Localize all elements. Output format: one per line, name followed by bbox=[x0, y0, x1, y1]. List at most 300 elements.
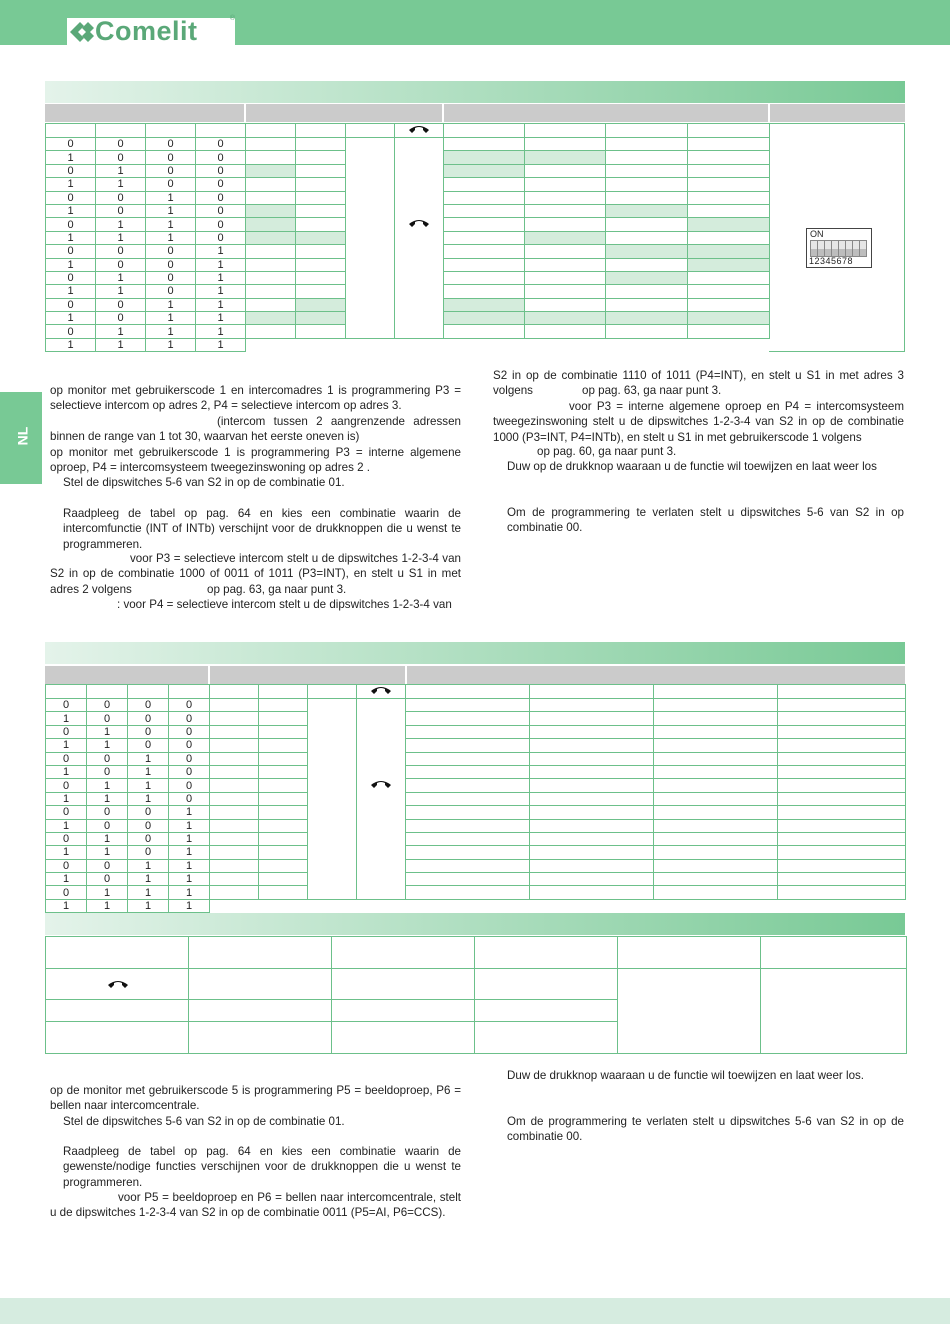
table2-cell bbox=[259, 846, 308, 859]
table1-cell bbox=[688, 191, 770, 204]
table1-cell bbox=[246, 191, 296, 204]
table2-cell bbox=[778, 739, 906, 752]
table1-cell bbox=[444, 312, 525, 325]
table1-cell bbox=[444, 245, 525, 258]
table2-cell bbox=[259, 725, 308, 738]
table2-dip-cell: 0 bbox=[169, 779, 210, 792]
table1-dip-cell: 1 bbox=[146, 231, 196, 244]
table1-dip-cell: 1 bbox=[196, 338, 246, 351]
table1-dip-cell: 0 bbox=[46, 191, 96, 204]
table2-dip-cell: 0 bbox=[87, 712, 128, 725]
table1-dip-cell: 1 bbox=[146, 191, 196, 204]
table2-cell bbox=[778, 779, 906, 792]
table1-dip-cell: 0 bbox=[146, 138, 196, 151]
table2-dip-cell: 0 bbox=[87, 806, 128, 819]
table1-cell bbox=[296, 245, 346, 258]
table2-cell bbox=[530, 739, 654, 752]
table2-row bbox=[46, 752, 906, 765]
text2r-p1: Duw de drukknop waaraan u de functie wil toewijzen en laat weer los. bbox=[507, 1069, 865, 1082]
table2-cell bbox=[654, 806, 778, 819]
table2-cell bbox=[308, 699, 357, 712]
handset-icon bbox=[408, 218, 430, 228]
table1-cell bbox=[444, 271, 525, 284]
table1-cell bbox=[346, 258, 395, 271]
table2-cell bbox=[259, 832, 308, 845]
table1-cell bbox=[246, 271, 296, 284]
handset-icon bbox=[370, 685, 392, 695]
table2-cell bbox=[357, 752, 406, 765]
table1-row bbox=[46, 338, 770, 351]
table1-dip-cell: 1 bbox=[46, 231, 96, 244]
table1-cell bbox=[346, 231, 395, 244]
table1-dip-cell: 1 bbox=[146, 298, 196, 311]
table2-dip-cell: 0 bbox=[46, 752, 87, 765]
table1-cell bbox=[296, 258, 346, 271]
table2-cell bbox=[210, 806, 259, 819]
table2-cell bbox=[530, 752, 654, 765]
table2-dip-cell: 0 bbox=[46, 806, 87, 819]
table2-dip-cell: 0 bbox=[46, 859, 87, 872]
table2-cell bbox=[654, 752, 778, 765]
table1-dip-cell: 0 bbox=[196, 138, 246, 151]
table2-dip-cell: 1 bbox=[87, 832, 128, 845]
table1-cell bbox=[395, 231, 444, 244]
language-tab-label: NL bbox=[14, 426, 31, 446]
table2-cell bbox=[308, 725, 357, 738]
table1-dip-cell: 0 bbox=[146, 151, 196, 164]
table1-cell bbox=[346, 312, 395, 325]
table1-dip-cell: 1 bbox=[146, 338, 196, 351]
table1-title-bar bbox=[45, 81, 905, 103]
table1-cell bbox=[296, 178, 346, 191]
table1-cell bbox=[395, 178, 444, 191]
table1-cell bbox=[606, 151, 688, 164]
logo-text: Comelit bbox=[95, 16, 198, 46]
table2-header-functions bbox=[407, 666, 905, 684]
table2-cell bbox=[210, 832, 259, 845]
table2-cell bbox=[654, 846, 778, 859]
table1-cell bbox=[346, 204, 395, 217]
table2-cell bbox=[654, 886, 778, 899]
table1-dip-cell: 1 bbox=[196, 258, 246, 271]
table1-cell bbox=[606, 218, 688, 231]
table2-header-cell bbox=[357, 685, 406, 699]
table2-dip-cell: 1 bbox=[128, 765, 169, 778]
table1-row bbox=[46, 204, 770, 217]
table2-cell bbox=[308, 739, 357, 752]
table1-cell bbox=[606, 258, 688, 271]
table2-dip-cell: 1 bbox=[169, 899, 210, 912]
table1-cell bbox=[525, 178, 606, 191]
table2-cell bbox=[530, 832, 654, 845]
table1-cell bbox=[246, 178, 296, 191]
table1-cell bbox=[346, 245, 395, 258]
table1-empty-cell bbox=[246, 338, 770, 351]
table1-dip-cell: 1 bbox=[46, 178, 96, 191]
table1-dip-cell: 0 bbox=[146, 258, 196, 271]
table1-cell bbox=[525, 138, 606, 151]
table1-cell bbox=[296, 164, 346, 177]
table2-row bbox=[46, 886, 906, 899]
table1-cell bbox=[688, 151, 770, 164]
table1-dip-cell: 0 bbox=[146, 178, 196, 191]
table1-header-buttons bbox=[246, 104, 442, 122]
table1-dip-cell: 1 bbox=[46, 312, 96, 325]
table2 bbox=[45, 684, 906, 913]
table1-cell bbox=[246, 231, 296, 244]
table1-cell bbox=[688, 271, 770, 284]
dip-numbers: 12345678 bbox=[809, 256, 854, 266]
table1-cell bbox=[525, 312, 606, 325]
table1-cell bbox=[688, 312, 770, 325]
table1-row bbox=[46, 191, 770, 204]
table2-cell bbox=[308, 873, 357, 886]
table2-dip-cell: 0 bbox=[87, 873, 128, 886]
table1-dip-cell: 1 bbox=[46, 204, 96, 217]
table2-cell bbox=[308, 806, 357, 819]
text1r-p2b: op pag. 60, ga naar punt 3. bbox=[537, 445, 677, 458]
table2-cell bbox=[778, 832, 906, 845]
table1-dip-cell: 1 bbox=[96, 164, 146, 177]
language-tab bbox=[0, 392, 42, 484]
table2-cell bbox=[406, 779, 530, 792]
table2-dip-cell: 1 bbox=[128, 752, 169, 765]
table1-dip-cell: 1 bbox=[46, 151, 96, 164]
table3-title-bar bbox=[45, 913, 905, 935]
table1-header-cell bbox=[196, 124, 246, 138]
table2-cell bbox=[308, 779, 357, 792]
table2-header-dip bbox=[45, 666, 208, 684]
table2-cell bbox=[778, 859, 906, 872]
table2-row bbox=[46, 846, 906, 859]
table1-cell bbox=[246, 298, 296, 311]
table2-cell bbox=[357, 779, 406, 792]
table2-dip-cell: 1 bbox=[128, 792, 169, 805]
table2-cell bbox=[530, 725, 654, 738]
table2-row bbox=[46, 873, 906, 886]
table2-dip-cell: 1 bbox=[128, 859, 169, 872]
table1-dip-cell: 1 bbox=[146, 204, 196, 217]
table2-cell bbox=[210, 752, 259, 765]
table1-dip-cell: 1 bbox=[146, 218, 196, 231]
table1-dip-cell: 1 bbox=[96, 285, 146, 298]
table2-dip-cell: 0 bbox=[128, 832, 169, 845]
table1-header-cell bbox=[525, 124, 606, 138]
table2-dip-cell: 1 bbox=[169, 806, 210, 819]
table1-dip-cell: 0 bbox=[146, 245, 196, 258]
table1-dip-cell: 1 bbox=[196, 271, 246, 284]
text1-p7: : voor P4 = selectieve intercom stelt u de dipswitches 1-2-3-4 van bbox=[117, 598, 452, 611]
table2-cell bbox=[308, 886, 357, 899]
table1-cell bbox=[395, 298, 444, 311]
table1-cell bbox=[395, 258, 444, 271]
table1-cell bbox=[346, 325, 395, 338]
table1-cell bbox=[395, 271, 444, 284]
table2-cell bbox=[259, 859, 308, 872]
table1-cell bbox=[606, 298, 688, 311]
table2-dip-cell: 0 bbox=[169, 792, 210, 805]
table2-row bbox=[46, 765, 906, 778]
table2-cell bbox=[530, 819, 654, 832]
table2-cell bbox=[357, 886, 406, 899]
table1-header-cell bbox=[606, 124, 688, 138]
table2-dip-cell: 0 bbox=[46, 832, 87, 845]
table1-dip-cell: 1 bbox=[46, 258, 96, 271]
table2-cell bbox=[210, 712, 259, 725]
table2-cell bbox=[259, 886, 308, 899]
table2-dip-cell: 1 bbox=[128, 899, 169, 912]
table2-header-cell bbox=[210, 685, 259, 699]
text1-p3: op monitor met gebruikerscode 1 is programmering P3 = interne algemene oproep, P4 = intercomsysteem tweegezinswoning op adres 2 . bbox=[50, 446, 461, 475]
table2-cell bbox=[406, 752, 530, 765]
table2-cell bbox=[406, 873, 530, 886]
table2-cell bbox=[210, 846, 259, 859]
table2-cell bbox=[654, 859, 778, 872]
table2-dip-cell: 1 bbox=[87, 886, 128, 899]
table1-cell bbox=[346, 178, 395, 191]
table1-cell bbox=[688, 164, 770, 177]
table2-cell bbox=[259, 712, 308, 725]
table1-cell bbox=[246, 245, 296, 258]
table1-cell bbox=[395, 312, 444, 325]
table1-cell bbox=[688, 245, 770, 258]
table2-cell bbox=[259, 779, 308, 792]
table2-dip-cell: 0 bbox=[46, 779, 87, 792]
table1-row bbox=[46, 245, 770, 258]
table2-row bbox=[46, 819, 906, 832]
table1-dip-cell: 0 bbox=[96, 151, 146, 164]
text1-p4: Stel de dipswitches 5-6 van S2 in op de combinatie 01. bbox=[63, 476, 345, 489]
table2-cell bbox=[406, 725, 530, 738]
text1r-p2: voor P3 = interne algemene oproep en P4 = intercomsysteem tweegezinswoning stelt u de dipswitches 1-2-3-4 van S2 in op de combinatie 1000 (P3=INT, P4=INTb), en stelt u S1 in met gebruikerscode 1 volgens bbox=[493, 400, 904, 444]
table2-cell bbox=[530, 792, 654, 805]
table1-cell bbox=[606, 204, 688, 217]
handset-icon bbox=[107, 979, 129, 989]
table1-dip-cell: 1 bbox=[146, 325, 196, 338]
table2-dip-cell: 0 bbox=[46, 886, 87, 899]
table1-cell bbox=[395, 245, 444, 258]
table2-dip-cell: 0 bbox=[128, 846, 169, 859]
table2-cell bbox=[357, 873, 406, 886]
table2-empty-cell bbox=[210, 899, 906, 912]
text2-p1: op de monitor met gebruikerscode 5 is programmering P5 = beeldoproep, P6 = bellen naar intercomcentrale. bbox=[50, 1084, 461, 1113]
table1-header-functions bbox=[444, 104, 768, 122]
table2-dip-cell: 1 bbox=[46, 873, 87, 886]
table2-cell bbox=[308, 792, 357, 805]
table1-header-settings bbox=[770, 104, 905, 122]
table2-cell bbox=[406, 712, 530, 725]
table1-header-cell bbox=[346, 124, 395, 138]
table1 bbox=[45, 123, 770, 352]
table2-cell bbox=[210, 886, 259, 899]
table1-cell bbox=[606, 245, 688, 258]
table2-dip-cell: 1 bbox=[46, 739, 87, 752]
table2-dip-cell: 1 bbox=[46, 792, 87, 805]
handset-icon bbox=[408, 124, 430, 134]
table2-cell bbox=[654, 819, 778, 832]
table2-dip-cell: 0 bbox=[87, 765, 128, 778]
table1-cell bbox=[296, 138, 346, 151]
table2-cell bbox=[778, 792, 906, 805]
table1-dip-cell: 1 bbox=[196, 285, 246, 298]
table1-cell bbox=[296, 231, 346, 244]
table1-dip-cell: 1 bbox=[196, 325, 246, 338]
table2-row bbox=[46, 832, 906, 845]
table2-row bbox=[46, 792, 906, 805]
table2-cell bbox=[357, 859, 406, 872]
text1r-p3: Duw op de drukknop waaraan u de functie wil toewijzen en laat weer los bbox=[507, 460, 877, 473]
table2-cell bbox=[210, 699, 259, 712]
table1-cell bbox=[606, 271, 688, 284]
table1-cell bbox=[444, 325, 525, 338]
table1-dip-cell: 1 bbox=[96, 271, 146, 284]
table1-row bbox=[46, 164, 770, 177]
table2-cell bbox=[778, 873, 906, 886]
table2-dip-cell: 0 bbox=[169, 712, 210, 725]
table1-cell bbox=[296, 271, 346, 284]
table2-dip-cell: 1 bbox=[46, 899, 87, 912]
table1-dip-cell: 0 bbox=[96, 258, 146, 271]
table2-cell bbox=[406, 819, 530, 832]
table2-row bbox=[46, 859, 906, 872]
table2-cell bbox=[530, 765, 654, 778]
table2-header-cell bbox=[654, 685, 778, 699]
table1-dip-cell: 0 bbox=[46, 271, 96, 284]
table1-header-cell bbox=[444, 124, 525, 138]
table2-cell bbox=[778, 712, 906, 725]
table1-cell bbox=[525, 285, 606, 298]
table1-cell bbox=[395, 191, 444, 204]
table1-cell bbox=[688, 138, 770, 151]
table1-row bbox=[46, 298, 770, 311]
table2-dip-cell: 0 bbox=[169, 765, 210, 778]
table1-cell bbox=[296, 325, 346, 338]
table2-cell bbox=[530, 859, 654, 872]
table2-cell bbox=[406, 699, 530, 712]
table1-row bbox=[46, 138, 770, 151]
table1-cell bbox=[525, 191, 606, 204]
table2-dip-cell: 0 bbox=[128, 819, 169, 832]
table1-cell bbox=[688, 285, 770, 298]
table1-dip-cell: 0 bbox=[196, 151, 246, 164]
table1-dip-cell: 0 bbox=[96, 312, 146, 325]
table1-cell bbox=[525, 151, 606, 164]
table1-cell bbox=[444, 204, 525, 217]
table2-cell bbox=[357, 725, 406, 738]
table2-dip-cell: 1 bbox=[46, 765, 87, 778]
table1-cell bbox=[606, 312, 688, 325]
table2-cell bbox=[308, 846, 357, 859]
table2-dip-cell: 1 bbox=[87, 792, 128, 805]
table2-cell bbox=[210, 765, 259, 778]
table1-cell bbox=[525, 204, 606, 217]
table2-cell bbox=[530, 873, 654, 886]
table2-dip-cell: 0 bbox=[87, 819, 128, 832]
table1-cell bbox=[346, 285, 395, 298]
table2-row bbox=[46, 779, 906, 792]
table1-cell bbox=[606, 231, 688, 244]
table2-row bbox=[46, 712, 906, 725]
table2-cell bbox=[778, 819, 906, 832]
table2-cell bbox=[308, 765, 357, 778]
table2-dip-cell: 0 bbox=[128, 725, 169, 738]
table2-dip-cell: 0 bbox=[169, 725, 210, 738]
table2-dip-cell: 1 bbox=[87, 779, 128, 792]
table2-dip-cell: 1 bbox=[46, 846, 87, 859]
table1-header-cell bbox=[395, 124, 444, 138]
table2-row bbox=[46, 725, 906, 738]
table2-cell bbox=[530, 846, 654, 859]
table1-cell bbox=[444, 218, 525, 231]
table1-cell bbox=[688, 178, 770, 191]
table2-cell bbox=[308, 819, 357, 832]
table2-cell bbox=[357, 699, 406, 712]
table1-cell bbox=[606, 325, 688, 338]
table2-cell bbox=[406, 886, 530, 899]
table2-dip-cell: 0 bbox=[128, 806, 169, 819]
table2-cell bbox=[654, 725, 778, 738]
table1-cell bbox=[525, 271, 606, 284]
table2-cell bbox=[654, 779, 778, 792]
footer-bar bbox=[0, 1298, 950, 1324]
table1-dip-cell: 1 bbox=[196, 312, 246, 325]
table1-cell bbox=[444, 191, 525, 204]
table1-cell bbox=[395, 164, 444, 177]
table1-dip-cell: 0 bbox=[146, 164, 196, 177]
table1-row bbox=[46, 231, 770, 244]
table2-dip-cell: 1 bbox=[128, 873, 169, 886]
table1-dip-cell: 0 bbox=[96, 191, 146, 204]
table1-dip-cell: 0 bbox=[146, 271, 196, 284]
table2-cell bbox=[259, 765, 308, 778]
table1-dip-cell: 1 bbox=[96, 231, 146, 244]
table1-cell bbox=[395, 151, 444, 164]
table1-row bbox=[46, 218, 770, 231]
table1-row bbox=[46, 151, 770, 164]
text1-p1: op monitor met gebruikerscode 1 en intercomadres 1 is programmering P3 = selectieve intercom op adres 2, P4 = selectieve intercom op adres 3. bbox=[50, 384, 461, 413]
table1-cell bbox=[525, 218, 606, 231]
table1-cell bbox=[346, 298, 395, 311]
table2-cell bbox=[654, 739, 778, 752]
table1-cell bbox=[525, 245, 606, 258]
text1-p5: Raadpleeg de tabel op pag. 64 en kies een combinatie waarin de intercomfunctie (INT of INTb) verschijnt voor de drukknoppen die u wenst te programmeren. bbox=[63, 507, 461, 551]
table2-dip-cell: 0 bbox=[87, 859, 128, 872]
table1-cell bbox=[246, 218, 296, 231]
table1-cell bbox=[606, 285, 688, 298]
table2-cell bbox=[406, 765, 530, 778]
text2r-p2: Om de programmering te verlaten stelt u dipswitches 5-6 van S2 in op de combinatie 00. bbox=[507, 1115, 904, 1144]
table2-cell bbox=[530, 712, 654, 725]
table1-cell bbox=[246, 285, 296, 298]
table2-cell bbox=[530, 806, 654, 819]
table2-cell bbox=[308, 712, 357, 725]
table2-cell bbox=[308, 752, 357, 765]
table2-dip-cell: 1 bbox=[87, 846, 128, 859]
table2-cell bbox=[357, 806, 406, 819]
table2-cell bbox=[357, 712, 406, 725]
table2-cell bbox=[778, 806, 906, 819]
table2-header-cell bbox=[778, 685, 906, 699]
table1-row bbox=[46, 312, 770, 325]
handset-icon bbox=[370, 779, 392, 789]
table1-row bbox=[46, 258, 770, 271]
table1-header-cell bbox=[146, 124, 196, 138]
text2-p2: Stel de dipswitches 5-6 van S2 in op de combinatie 01. bbox=[63, 1115, 345, 1128]
table1-header-dip bbox=[45, 104, 244, 122]
table1-cell bbox=[246, 164, 296, 177]
table1-dip-cell: 1 bbox=[96, 178, 146, 191]
table2-row bbox=[46, 899, 906, 912]
